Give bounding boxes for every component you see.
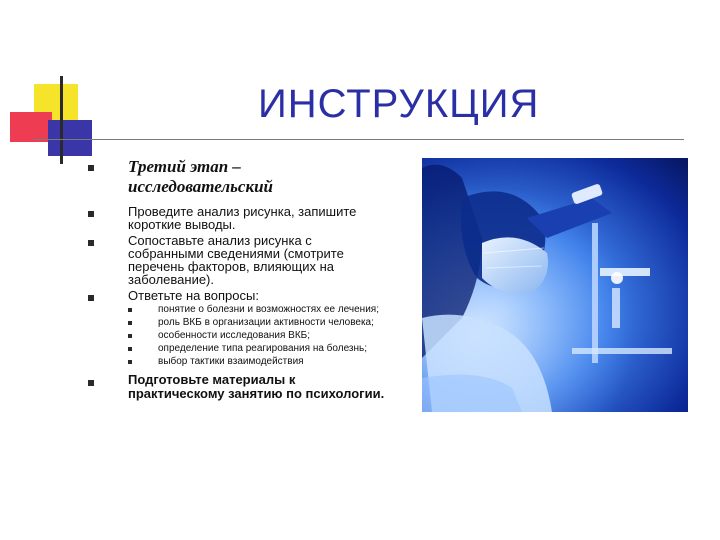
compare-text: Сопоставьте анализ рисунка с собранными сведениями (смотрите перечень факторов, влияющих на заболевание). bbox=[128, 233, 344, 287]
sub-list-item bbox=[128, 331, 388, 341]
bullet-list bbox=[88, 157, 388, 401]
decor-blue-square bbox=[48, 120, 92, 156]
slide-title: ИНСТРУКЦИЯ bbox=[258, 82, 540, 126]
sub-item-text: особенности исследования ВКБ; bbox=[158, 330, 311, 341]
sub-list-item bbox=[128, 344, 388, 354]
decor-red-block bbox=[10, 112, 52, 142]
bullet-marker bbox=[128, 360, 132, 364]
bullet-marker bbox=[88, 380, 94, 386]
title-underline bbox=[34, 139, 684, 140]
bullet-marker bbox=[128, 347, 132, 351]
analysis-text: Проведите анализ рисунка, запишите короткие выводы. bbox=[128, 204, 357, 232]
sub-item-text: выбор тактики взаимодействия bbox=[158, 356, 304, 367]
list-item-compare bbox=[88, 234, 388, 286]
photo-illustration bbox=[422, 158, 688, 412]
sub-list-item bbox=[128, 318, 388, 328]
sub-item-text: понятие о болезни и возможностях ее лечения; bbox=[158, 304, 379, 315]
sub-item-text: роль ВКБ в организации активности человека; bbox=[158, 317, 374, 328]
list-item-prepare bbox=[88, 373, 388, 401]
decor-vertical-line bbox=[60, 76, 63, 164]
bullet-marker bbox=[128, 334, 132, 338]
bullet-marker bbox=[88, 211, 94, 217]
bullet-marker bbox=[128, 308, 132, 312]
sub-list-item bbox=[128, 357, 388, 367]
scientist-microscope-photo bbox=[422, 158, 688, 412]
sub-list-item bbox=[128, 305, 388, 315]
stage-text: Третий этап – исследовательский bbox=[128, 157, 273, 196]
list-item-analysis bbox=[88, 205, 388, 231]
list-item-questions bbox=[88, 289, 388, 302]
questions-text: Ответьте на вопросы: bbox=[128, 288, 259, 303]
sub-list bbox=[128, 305, 388, 367]
bullet-marker bbox=[128, 321, 132, 325]
bullet-marker bbox=[88, 240, 94, 246]
bullet-marker bbox=[88, 295, 94, 301]
list-item-stage bbox=[88, 157, 388, 197]
prepare-text: Подготовьте материалы к практическому занятию по психологии. bbox=[128, 372, 385, 401]
sub-item-text: определение типа реагирования на болезнь; bbox=[158, 343, 368, 354]
bullet-marker bbox=[88, 165, 94, 171]
